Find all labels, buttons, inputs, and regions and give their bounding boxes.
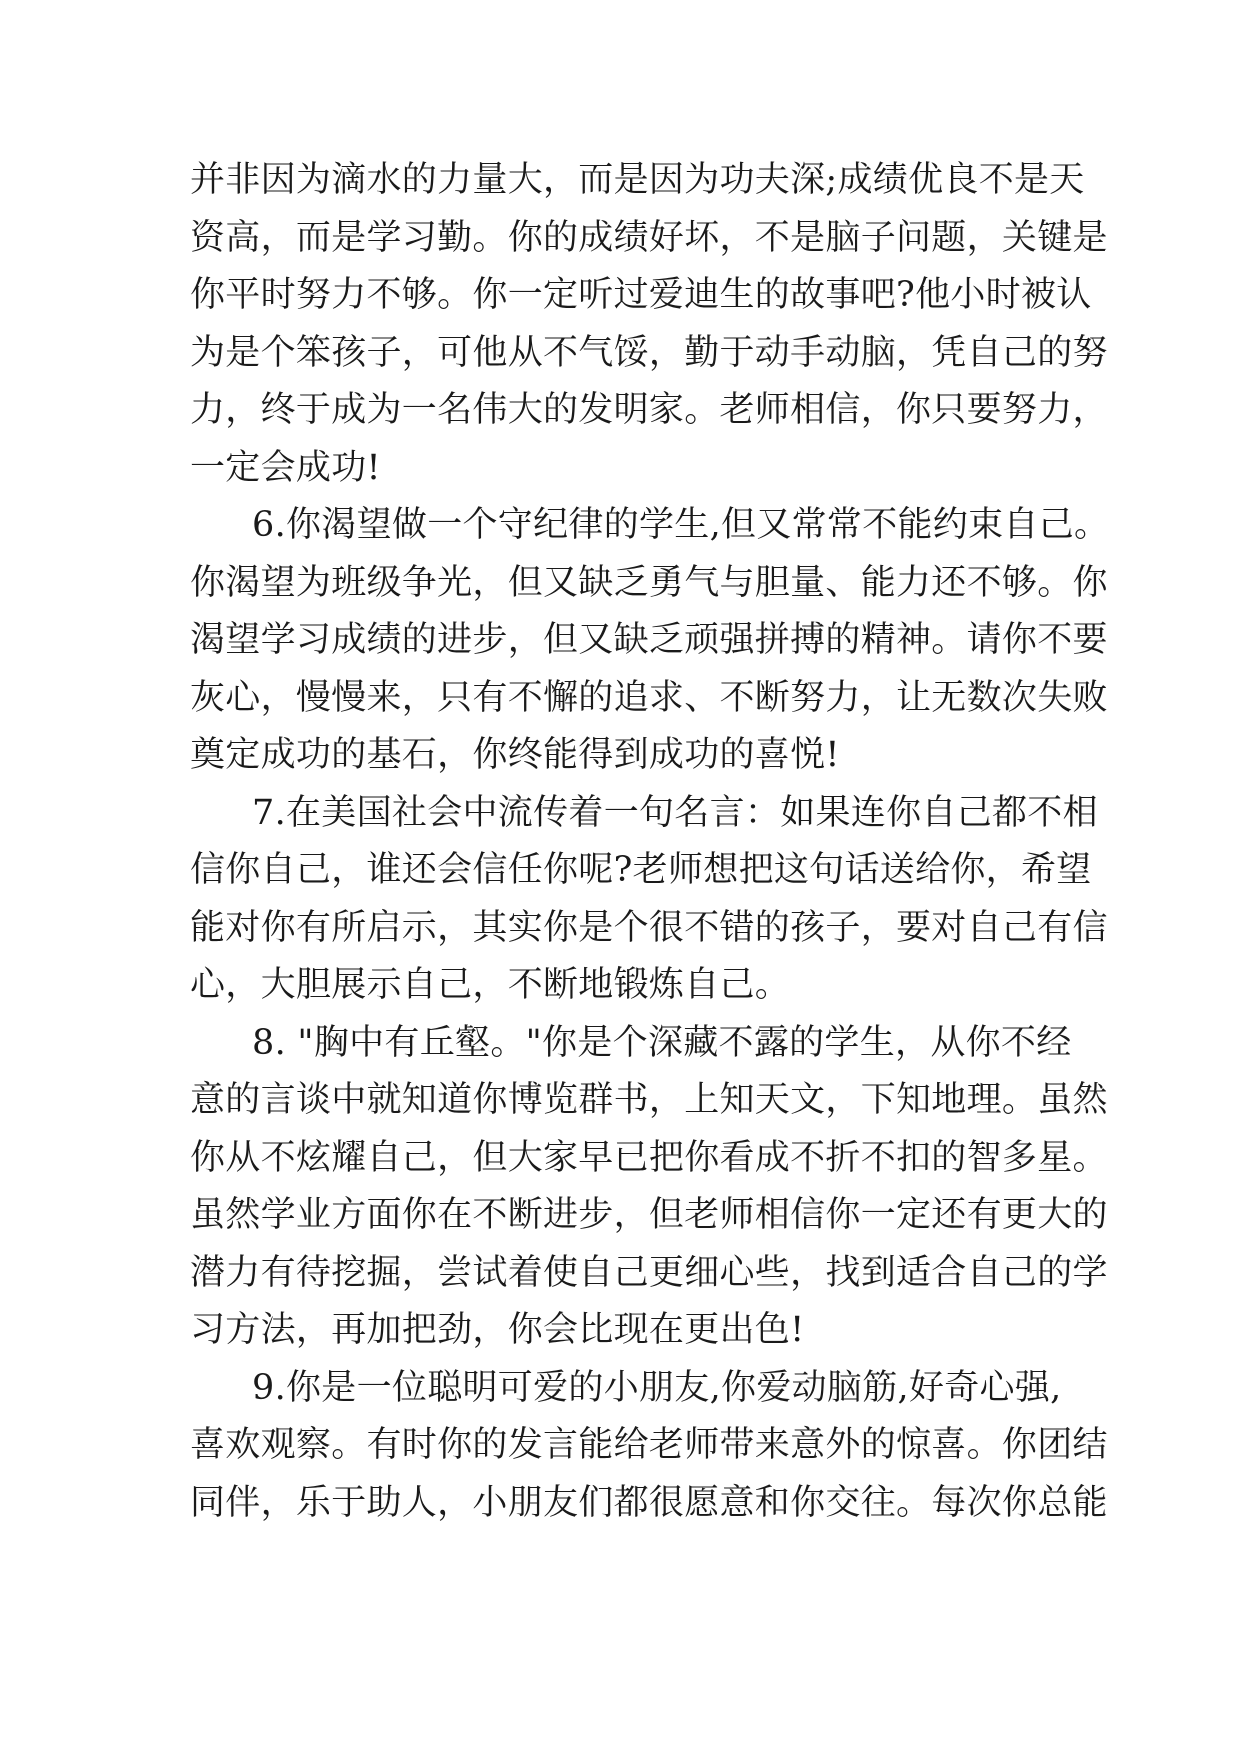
text-line: 一定会成功! bbox=[190, 447, 381, 488]
paragraph-5-continued bbox=[190, 152, 1108, 497]
text-line: 并非因为滴水的力量大，而是因为功夫深;成绩优良不是天 bbox=[190, 160, 1085, 200]
text-line: 潜力有待挖掘，尝试着使自己更细心些，找到适合自己的学 bbox=[190, 1252, 1108, 1293]
text-line: 为是个笨孩子，可他从不气馁，勤于动手动脑，凭自己的努 bbox=[190, 332, 1108, 373]
text-line: 你从不炫耀自己，但大家早已把你看成不折不扣的智多星。 bbox=[190, 1137, 1108, 1178]
text-line: 能对你有所启示，其实你是个很不错的孩子，要对自己有信 bbox=[190, 907, 1108, 948]
text-line: 7.在美国社会中流传着一句名言：如果连你自己都不相 bbox=[252, 792, 1098, 833]
text-line: 意的言谈中就知道你博览群书，上知天文，下知地理。虽然 bbox=[190, 1080, 1108, 1120]
text-line: 虽然学业方面你在不断进步，但老师相信你一定还有更大的 bbox=[190, 1195, 1108, 1235]
paragraph-8 bbox=[190, 1015, 1108, 1360]
paragraph-6 bbox=[190, 497, 1110, 785]
text-line: 渴望学习成绩的进步，但又缺乏顽强拼搏的精神。请你不要 bbox=[190, 620, 1108, 660]
text-line: 你平时努力不够。你一定听过爱迪生的故事吧?他小时被认 bbox=[190, 275, 1092, 315]
text-line: 6.你渴望做一个守纪律的学生,但又常常不能约束自己。 bbox=[252, 505, 1110, 545]
text-line: 力，终于成为一名伟大的发明家。老师相信，你只要努力， bbox=[190, 390, 1108, 430]
text-line: 奠定成功的基石，你终能得到成功的喜悦! bbox=[190, 735, 840, 775]
text-line: 心，大胆展示自己，不断地锻炼自己。 bbox=[190, 965, 791, 1005]
text-line: 习方法，再加把劲，你会比现在更出色! bbox=[190, 1310, 805, 1350]
text-line: 9.你是一位聪明可爱的小朋友,你爱动脑筋,好奇心强, bbox=[252, 1367, 1062, 1408]
text-line: 灰心，慢慢来，只有不懈的追求、不断努力，让无数次失败 bbox=[190, 677, 1108, 718]
text-line: 喜欢观察。有时你的发言能给老师带来意外的惊喜。你团结 bbox=[190, 1425, 1108, 1465]
document-body bbox=[190, 152, 1110, 1532]
paragraph-9 bbox=[190, 1360, 1108, 1533]
text-line: 资高，而是学习勤。你的成绩好坏，不是脑子问题，关键是 bbox=[190, 217, 1108, 258]
text-line: 同伴，乐于助人，小朋友们都很愿意和你交往。每次你总能 bbox=[190, 1482, 1108, 1523]
text-line: 你渴望为班级争光，但又缺乏勇气与胆量、能力还不够。你 bbox=[190, 562, 1108, 603]
text-line: 信你自己，谁还会信任你呢?老师想把这句话送给你，希望 bbox=[190, 850, 1092, 890]
paragraph-7 bbox=[190, 785, 1108, 1015]
text-line: 8. "胸中有丘壑。"你是个深藏不露的学生，从你不经 bbox=[252, 1022, 1072, 1063]
